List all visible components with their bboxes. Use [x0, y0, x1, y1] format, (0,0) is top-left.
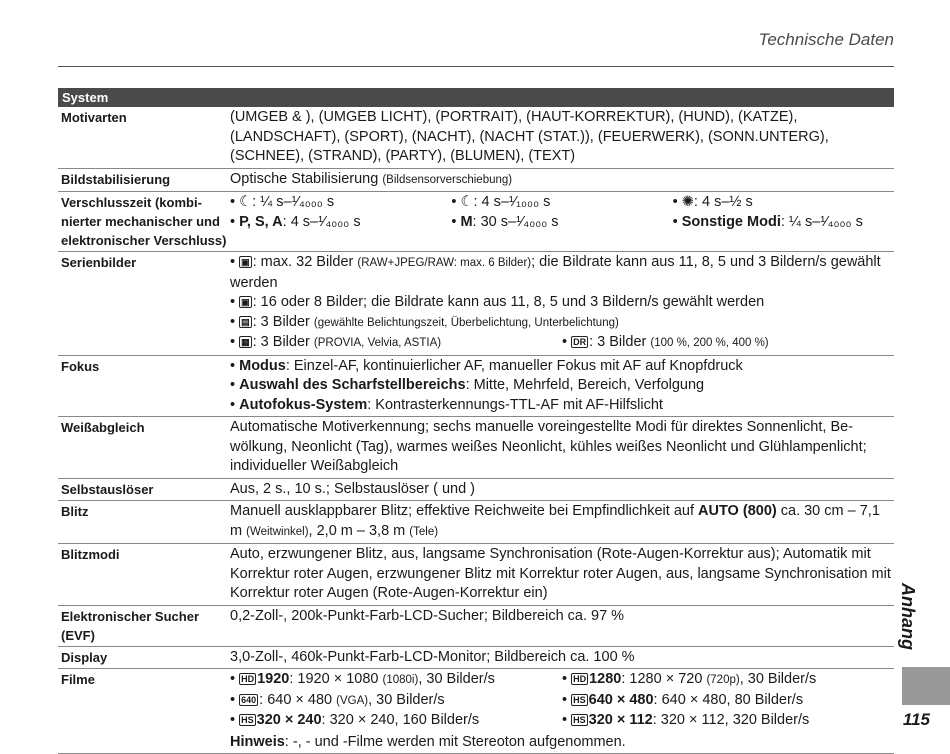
- value: 0,2-Zoll-, 200k-Punkt-Farb-LCD-Sucher; Bildbereich ca. 97 %: [230, 607, 625, 624]
- label: Verschlusszeit (kombinierter mechanischer und elektronischer Verschluss): [61, 195, 227, 248]
- row-fokus: Fokus • Modus: Einzel-AF, kontinuierlicher AF, manueller Fokus mit AF auf Knopfdruck • Auswahl des Scharfstellbereichs: Mitte, Mehrfeld, Bereich, Verfolgung • Autofokus-System: Kontrasterkennungs-TTL-AF mit AF-Hilfslicht: [58, 356, 894, 418]
- hs-icon: HS: [573, 715, 586, 725]
- row-motivarten: [58, 107, 894, 169]
- label: Bildstabilisierung: [61, 171, 171, 187]
- burst-icon: ▣: [241, 257, 250, 267]
- row-weissabgleich: [58, 417, 894, 479]
- value: 3,0-Zoll-, 460k-Punkt-Farb-LCD-Monitor; Bildbereich ca. 100 %: [230, 648, 635, 665]
- value: Aus, 2 s., 10 s.; Selbstauslöser ( und ): [230, 480, 476, 497]
- row-blitz: Blitz Manuell ausklappbarer Blitz; effektive Reichweite bei Empfindlichkeit auf AUTO (800) ca. 30 cm – 7,1 m (Weitwinkel), 2,0 m – 3,8 m (Tele): [58, 501, 894, 544]
- film-sim-icon: ▦: [241, 337, 250, 347]
- value: Optische Stabilisierung: [230, 170, 379, 187]
- section-header: System: [58, 88, 894, 107]
- row-evf: [58, 606, 894, 647]
- row-filme: Filme • HD 1920: 1920 × 1080 (1080i), 30 Bilder/s • HD 1280: 1280 × 720 (720p), 30 Bilder/s • 640 : 640 × 480 (VGA), 30 Bilder/s • HS 640 × 480: 640 × 480, 80 Bilder/s • HS 320 × 240: 320 × 240, 160 Bilder/s • HS 320 × 112: 320 × 112, 320 Bilder/s Hinweis: -, - und -Filme werden mit Stereoton aufgenommen.: [58, 669, 894, 754]
- label: Blitzmodi: [61, 547, 120, 562]
- thumb-tab: [902, 667, 950, 705]
- section-tab-label: Anhang: [898, 583, 918, 650]
- label: Motivarten: [61, 110, 127, 125]
- hs-icon: HS: [241, 715, 254, 725]
- spec-table: [58, 88, 894, 754]
- row-serienbilder: Serienbilder • ▣ : max. 32 Bilder (RAW+JPEG/RAW: max. 6 Bilder); die Bildrate kann aus 11, 8, 5 und 3 Bildern/s gewählt werden • ▣ : 16 oder 8 Bilder; die Bildrate kann aus 11, 8, 5 und 3 Bildern/s gewählt werden • ▤ : 3 Bilder (gewählte Belichtungszeit, Überbelichtung, Unterbelichtung) • ▦ : 3 Bilder (PROVIA, Velvia, ASTIA) • DR : 3 Bilder (100 %, 200 %, 400 %): [58, 252, 894, 356]
- row-bildstabilisierung: [58, 169, 894, 193]
- row-selbstausloeser: [58, 479, 894, 502]
- value: Automatische Motiverkennung; sechs manuelle voreingestellte Modi für direktes Sonnenlicht, Bewölkung, Neonlicht (Tag), warmes weißes Neonlicht, kühles weißes Neonlicht und Glühlampenlicht; individueller Weißabgleich: [230, 419, 867, 474]
- label: Filme: [61, 672, 95, 687]
- night-tripod-icon: ☾: [460, 194, 474, 210]
- label: Serienbilder: [61, 255, 137, 270]
- label: Display: [61, 649, 108, 665]
- night-icon: ☾: [239, 194, 253, 210]
- value: (UMGEB & ), (UMGEB LICHT), (PORTRAIT), (HAUT-KORREKTUR), (HUND), (KATZE), (LANDSCHAFT), (SPORT), (NACHT), (NACHT (STAT.)), (FEUERWERK), (SONN.UNTERG), (SCHNEE), (STRAND), (PARTY), (BLUMEN), (TEXT): [230, 109, 829, 164]
- page-number: 115: [902, 710, 930, 729]
- value: Auto, erzwungener Blitz, aus, langsame Synchronisation (Rote-Augen-Korrektur aus); Automatik mit Korrektur roter Augen, erzwungener Blitz mit Korrektur roter Augen, aus, langsame Synchronisation mit Korrektur roter Augen (Rote-Augen-Korrektur ein): [230, 546, 891, 601]
- burst-last-icon: ▣: [241, 297, 250, 307]
- fireworks-icon: ✺: [681, 194, 694, 210]
- row-blitzmodi: [58, 544, 894, 606]
- note: (Bildsensorverschiebung): [382, 173, 513, 186]
- row-verschlusszeit: Verschlusszeit (kombinierter mechanischer und elektronischer Verschluss) • ☾: ¼ s–¹⁄₄₀₀₀ s • ☾: 4 s–¹⁄₁₀₀₀ s • ✺: 4 s–½ s • P, S, A: 4 s–¹⁄₄₀₀₀ s • M: 30 s–¹⁄₄₀₀₀ s • Sonstige Modi: ¼ s–¹⁄₄₀₀₀ s: [58, 192, 894, 252]
- bracketing-icon: ▤: [241, 316, 250, 327]
- hd-icon: HD: [573, 674, 587, 684]
- label: Selbstauslöser: [61, 481, 154, 497]
- header-rule: [58, 66, 894, 67]
- label: Weißabgleich: [61, 420, 145, 435]
- label: Fokus: [61, 358, 100, 374]
- dr-icon: DR: [573, 337, 587, 347]
- running-header: Technische Daten: [758, 30, 894, 49]
- label: Blitz: [61, 504, 89, 519]
- vga-icon: 640: [241, 694, 257, 705]
- hs-icon: HS: [573, 694, 586, 705]
- fullhd-icon: HD: [241, 674, 255, 684]
- row-display: [58, 647, 894, 670]
- label: Elektronischer Sucher (EVF): [61, 608, 199, 643]
